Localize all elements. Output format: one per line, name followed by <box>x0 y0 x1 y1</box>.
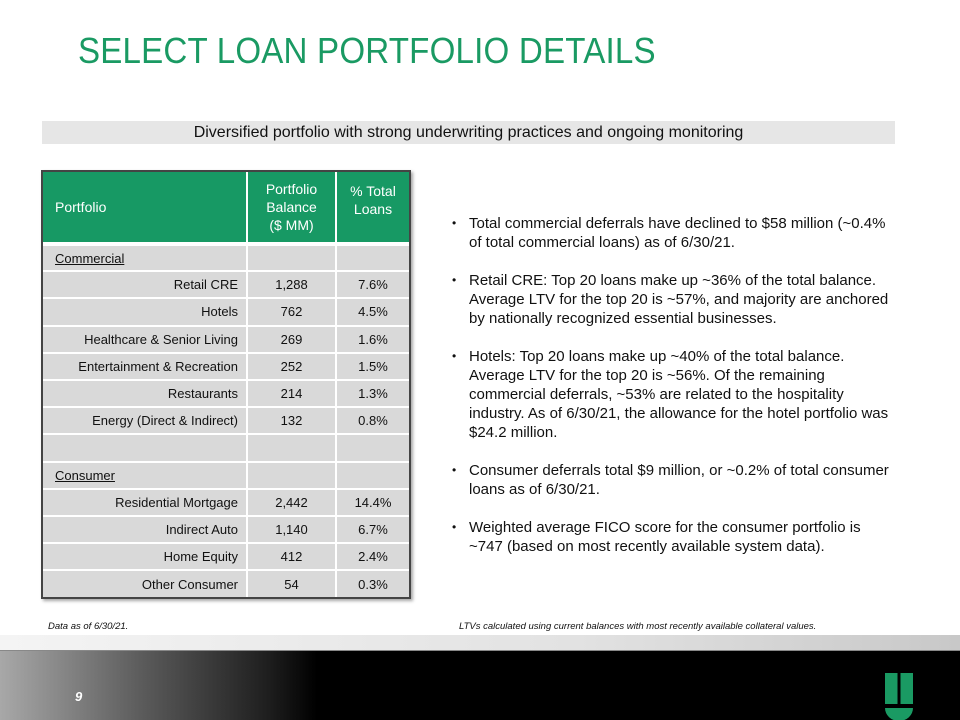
row-balance: 1,140 <box>247 516 336 543</box>
bullet-item <box>452 347 892 442</box>
row-balance: 214 <box>247 380 336 407</box>
bullet-item <box>452 518 892 556</box>
row-name: Other Consumer <box>43 570 247 597</box>
row-pct: 1.5% <box>336 353 409 380</box>
bullet-item <box>452 214 892 252</box>
empty-cell <box>43 434 247 461</box>
bullet-dot-icon: • <box>452 520 457 534</box>
row-balance: 762 <box>247 298 336 325</box>
row-pct: 14.4% <box>336 489 409 516</box>
row-balance: 1,288 <box>247 271 336 298</box>
header-pct-line1: % Total <box>350 183 396 199</box>
bullet-dot-icon: • <box>452 216 457 230</box>
section-label-commercial: Commercial <box>43 244 247 271</box>
table-row <box>43 298 409 325</box>
row-balance: 269 <box>247 326 336 353</box>
row-pct: 2.4% <box>336 543 409 570</box>
row-name: Energy (Direct & Indirect) <box>43 407 247 434</box>
table-header-row <box>43 172 409 244</box>
table-row <box>43 489 409 516</box>
table-row <box>43 353 409 380</box>
bullet-text: Retail CRE: Top 20 loans make up ~36% of the total balance. Average LTV for the top 20 is ~57%, and majority are anchored by nationally recognized essential businesses. <box>469 272 889 327</box>
empty-cell <box>247 244 336 271</box>
row-balance: 412 <box>247 543 336 570</box>
footer-bar <box>0 650 960 720</box>
table-row <box>43 326 409 353</box>
row-pct: 0.8% <box>336 407 409 434</box>
header-pct-total-loans <box>336 172 409 244</box>
bullet-item <box>452 271 892 328</box>
bullet-dot-icon: • <box>452 273 457 287</box>
footnote-data-date: Data as of 6/30/21. <box>48 621 129 632</box>
bullet-text: Hotels: Top 20 loans make up ~40% of the total balance. Average LTV for the top 20 is ~56%. Of the remaining commercial deferrals, ~53% are related to the hospitality industry. As of 6/30/21, the allowance for the hotel portfolio was $24.2 million. <box>469 348 889 441</box>
bullet-dot-icon: • <box>452 463 457 477</box>
row-name: Healthcare & Senior Living <box>43 326 247 353</box>
row-balance: 132 <box>247 407 336 434</box>
header-balance-line1: Portfolio <box>265 181 318 197</box>
header-pct-line2: Loans <box>353 201 393 217</box>
row-name: Restaurants <box>43 380 247 407</box>
table-row <box>43 407 409 434</box>
bullet-item <box>452 461 892 499</box>
row-pct: 4.5% <box>336 298 409 325</box>
table-row <box>43 570 409 597</box>
row-balance: 252 <box>247 353 336 380</box>
row-name: Residential Mortgage <box>43 489 247 516</box>
bullet-text: Total commercial deferrals have declined to $58 million (~0.4% of total commercial loans) as of 6/30/21. <box>469 215 886 251</box>
table-row <box>43 516 409 543</box>
bullet-dot-icon: • <box>452 349 457 363</box>
row-name: Entertainment & Recreation <box>43 353 247 380</box>
row-pct: 6.7% <box>336 516 409 543</box>
bullet-text: Weighted average FICO score for the consumer portfolio is ~747 (based on most recently available system data). <box>469 519 861 555</box>
subtitle-text: Diversified portfolio with strong underwriting practices and ongoing monitoring <box>193 123 744 141</box>
footer-separator-band <box>0 635 960 650</box>
row-balance: 2,442 <box>247 489 336 516</box>
empty-cell <box>336 462 409 489</box>
empty-cell <box>336 244 409 271</box>
row-name: Hotels <box>43 298 247 325</box>
empty-cell <box>247 434 336 461</box>
table-row <box>43 271 409 298</box>
section-row-commercial <box>43 244 409 271</box>
table-row <box>43 543 409 570</box>
empty-cell <box>247 462 336 489</box>
row-pct: 7.6% <box>336 271 409 298</box>
page-title: SELECT LOAN PORTFOLIO DETAILS <box>78 30 656 71</box>
row-pct: 0.3% <box>336 570 409 597</box>
spacer-row <box>43 434 409 461</box>
footnote-ltv: LTVs calculated using current balances with most recently available collateral values. <box>459 621 817 632</box>
header-balance-line3: ($ MM) <box>269 217 314 233</box>
subtitle-banner <box>42 121 895 144</box>
row-name: Home Equity <box>43 543 247 570</box>
row-name: Retail CRE <box>43 271 247 298</box>
header-portfolio: Portfolio <box>43 172 247 244</box>
row-name: Indirect Auto <box>43 516 247 543</box>
commentary-bullet-list <box>452 214 892 575</box>
page-number: 9 <box>75 689 83 704</box>
empty-cell <box>336 434 409 461</box>
loan-portfolio-table <box>41 170 411 599</box>
row-balance: 54 <box>247 570 336 597</box>
bullet-text: Consumer deferrals total $9 million, or ~0.2% of total consumer loans as of 6/30/21. <box>469 462 889 498</box>
bank-logo-icon <box>884 673 914 720</box>
section-row-consumer <box>43 462 409 489</box>
row-pct: 1.6% <box>336 326 409 353</box>
header-balance-line2: Balance <box>266 199 317 215</box>
row-pct: 1.3% <box>336 380 409 407</box>
header-portfolio-balance <box>247 172 336 244</box>
table-row <box>43 380 409 407</box>
section-label-consumer: Consumer <box>43 462 247 489</box>
